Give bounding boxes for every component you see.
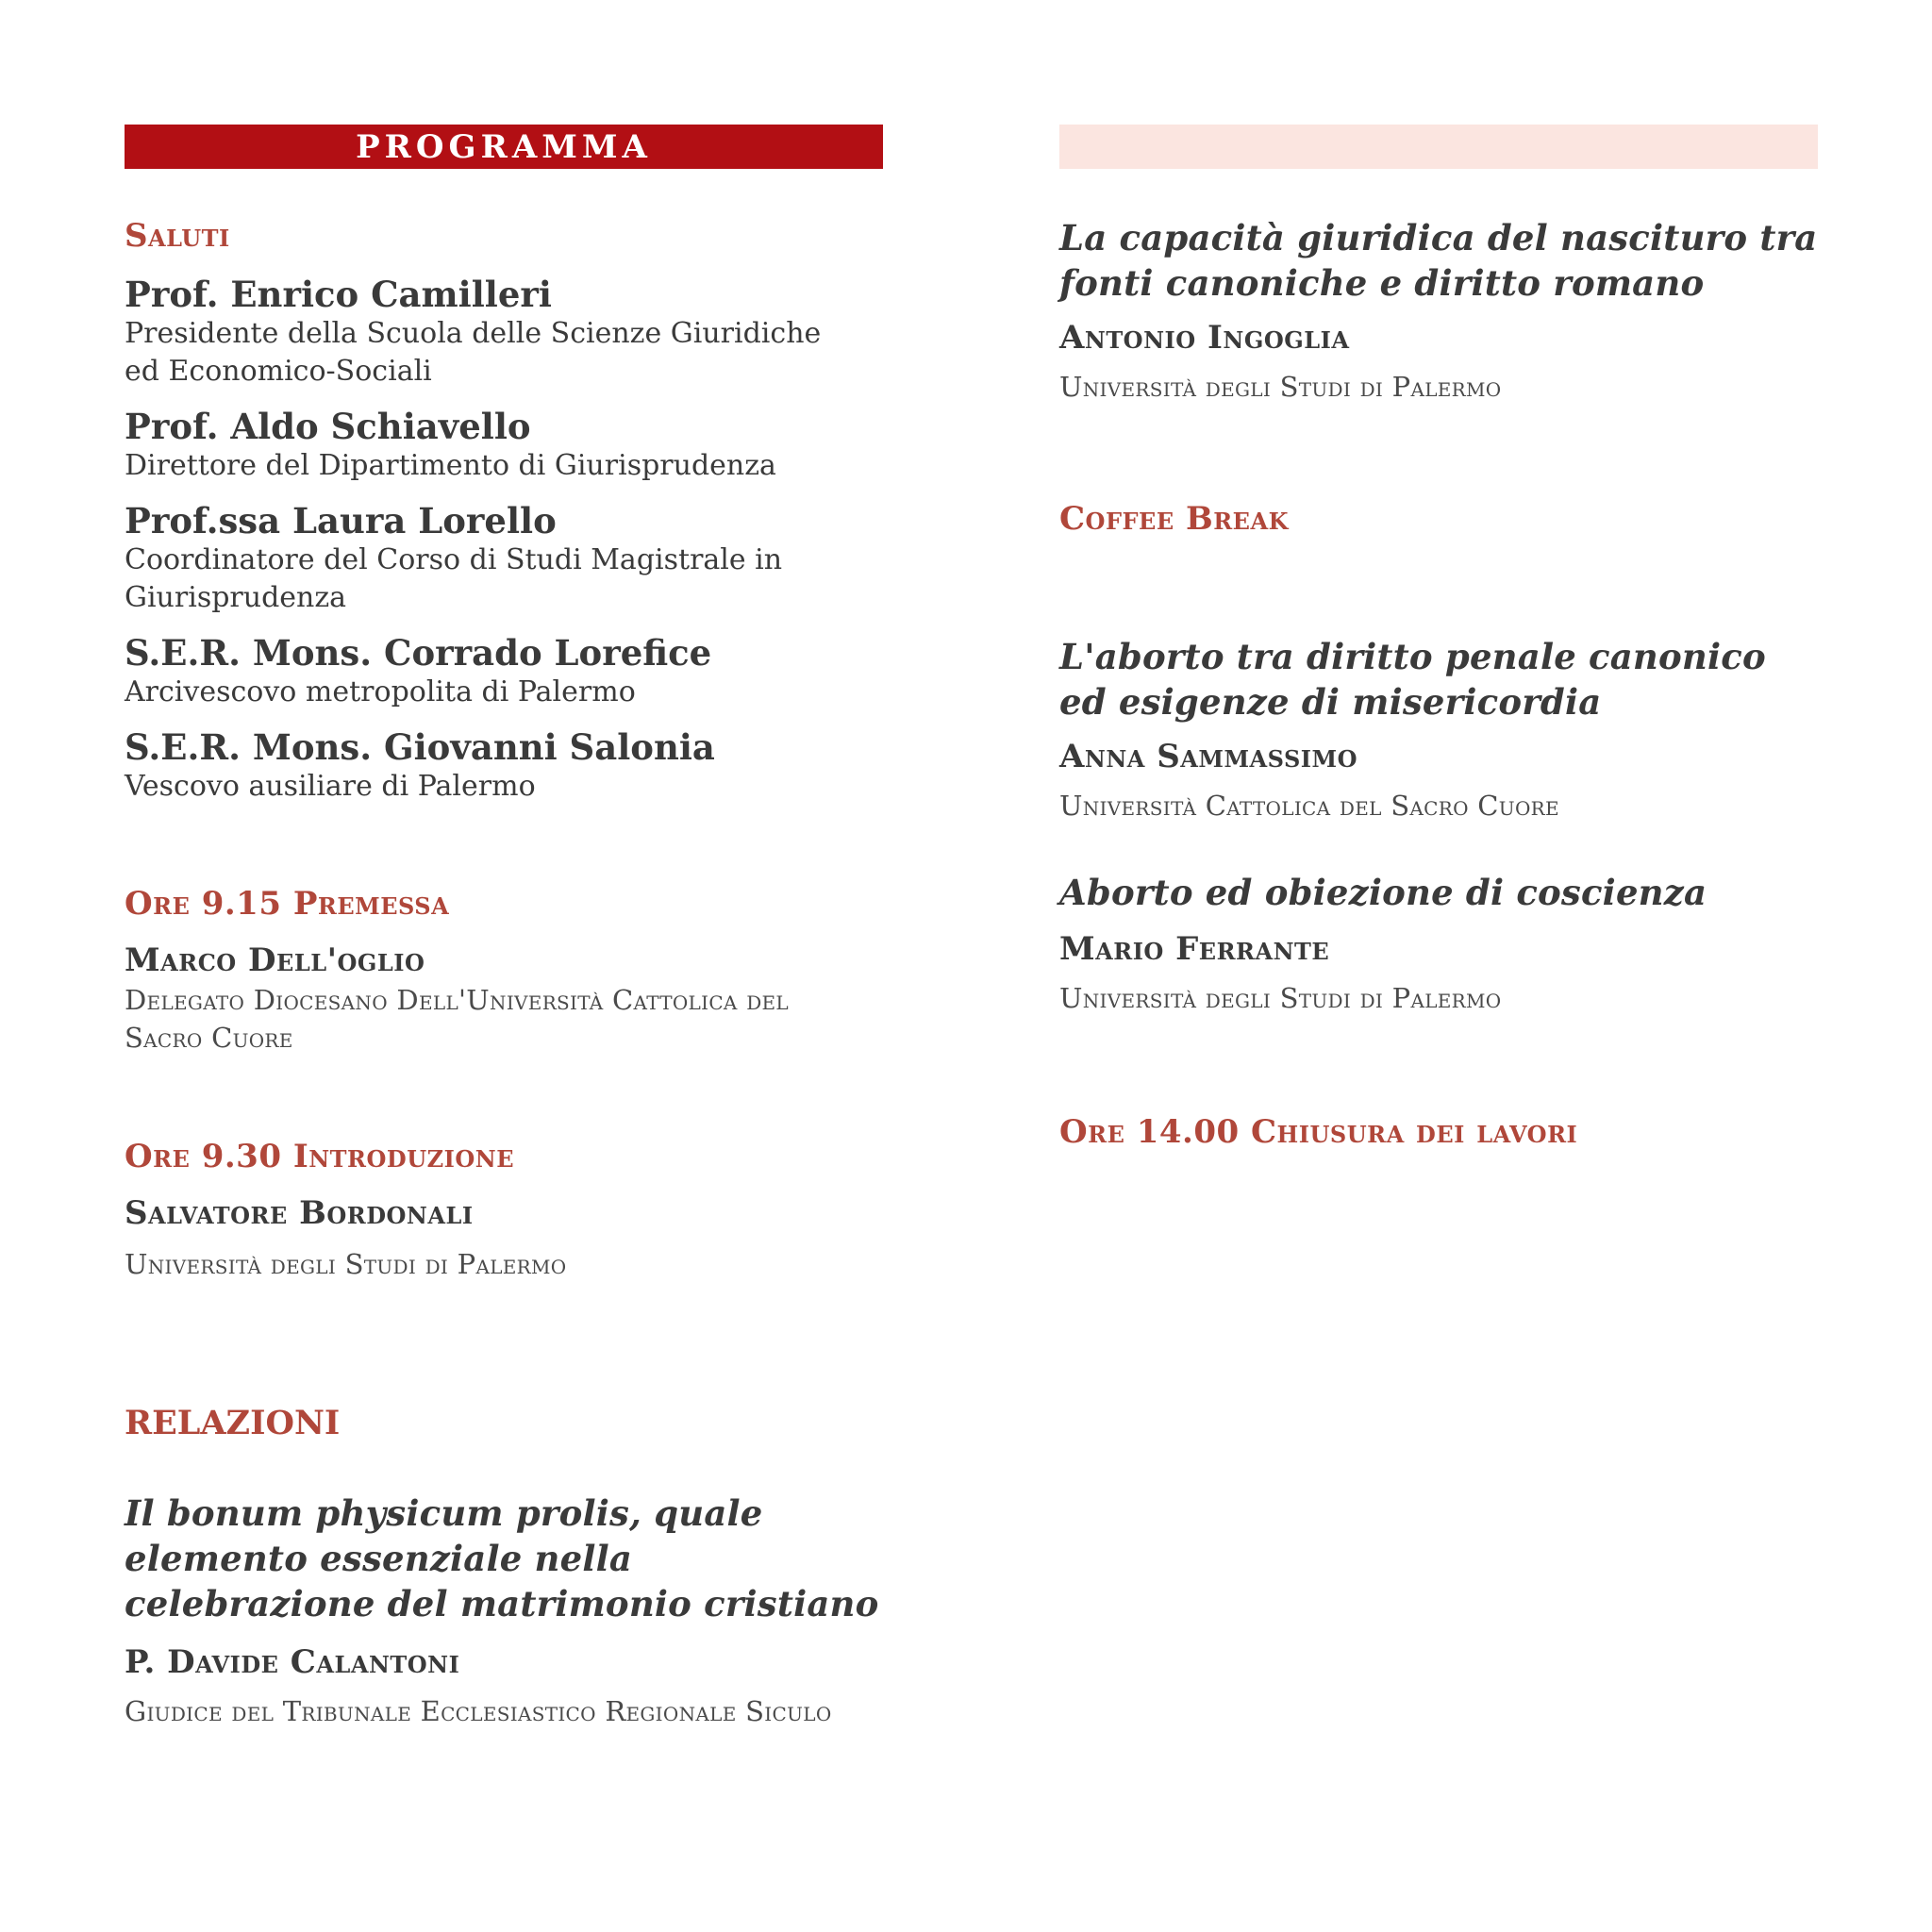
person-role: Vescovo ausiliare di Palermo xyxy=(125,770,536,803)
saluti-heading: Saluti xyxy=(125,217,230,255)
programma-banner xyxy=(125,125,883,169)
person-name: Prof. Aldo Schiavello xyxy=(125,406,531,447)
talk3-speaker: Mario Ferrante xyxy=(1059,930,1330,968)
premessa-speaker: Marco Dell'oglio xyxy=(125,941,425,979)
relazione-title: Il bonum physicum prolis, quale elemento essenziale nella celebrazione del matrimonio cristiano xyxy=(125,1492,879,1624)
saluti-person-4 xyxy=(125,632,883,711)
talk3-affiliation: Università degli Studi di Palermo xyxy=(1059,982,1502,1014)
person-name: Prof. Enrico Camilleri xyxy=(125,274,552,315)
introduzione-heading: Ore 9.30 Introduzione xyxy=(125,1138,515,1175)
person-role: Direttore del Dipartimento di Giurisprudenza xyxy=(125,449,776,482)
talk1-affiliation: Università degli Studi di Palermo xyxy=(1059,371,1502,403)
introduzione-affiliation: Università degli Studi di Palermo xyxy=(125,1248,567,1280)
person-name: S.E.R. Mons. Corrado Lorefice xyxy=(125,632,712,674)
decorative-band xyxy=(1059,125,1818,169)
talk2-title: L'aborto tra diritto penale canonico ed esigenze di misericordia xyxy=(1059,636,1766,723)
programma-title: PROGRAMMA xyxy=(356,127,652,166)
talk1-speaker: Antonio Ingoglia xyxy=(1059,319,1350,357)
talk2-speaker: Anna Sammassimo xyxy=(1059,738,1357,775)
person-name: S.E.R. Mons. Giovanni Salonia xyxy=(125,726,715,768)
introduzione-speaker: Salvatore Bordonali xyxy=(125,1194,474,1232)
talk2-affiliation: Università Cattolica del Sacro Cuore xyxy=(1059,790,1559,822)
person-name: Prof.ssa Laura Lorello xyxy=(125,500,557,541)
closing-heading: Ore 14.00 Chiusura dei lavori xyxy=(1059,1113,1578,1151)
relazioni-heading: RELAZIONI xyxy=(125,1404,341,1442)
relazione-speaker: P. Davide Calantoni xyxy=(125,1643,460,1681)
talk1-title: La capacità giuridica del nascituro tra fonti canoniche e diritto romano xyxy=(1059,217,1818,304)
saluti-person-3 xyxy=(125,500,883,617)
person-role: Coordinatore del Corso di Studi Magistrale in Giurisprudenza xyxy=(125,543,783,614)
person-role: Presidente della Scuola delle Scienze Giuridiche ed Economico-Sociali xyxy=(125,317,822,388)
premessa-heading: Ore 9.15 Premessa xyxy=(125,885,450,923)
premessa-affiliation: Delegato Diocesano Dell'Università Cattolica del Sacro Cuore xyxy=(125,984,790,1054)
saluti-person-2 xyxy=(125,406,883,485)
relazione-affiliation: Giudice del Tribunale Ecclesiastico Regionale Siculo xyxy=(125,1695,832,1727)
talk3-title: Aborto ed obiezione di coscienza xyxy=(1059,872,1707,913)
coffee-break-heading: Coffee Break xyxy=(1059,500,1289,538)
saluti-person-5 xyxy=(125,726,883,806)
person-role: Arcivescovo metropolita di Palermo xyxy=(125,675,636,708)
saluti-person-1 xyxy=(125,274,883,391)
